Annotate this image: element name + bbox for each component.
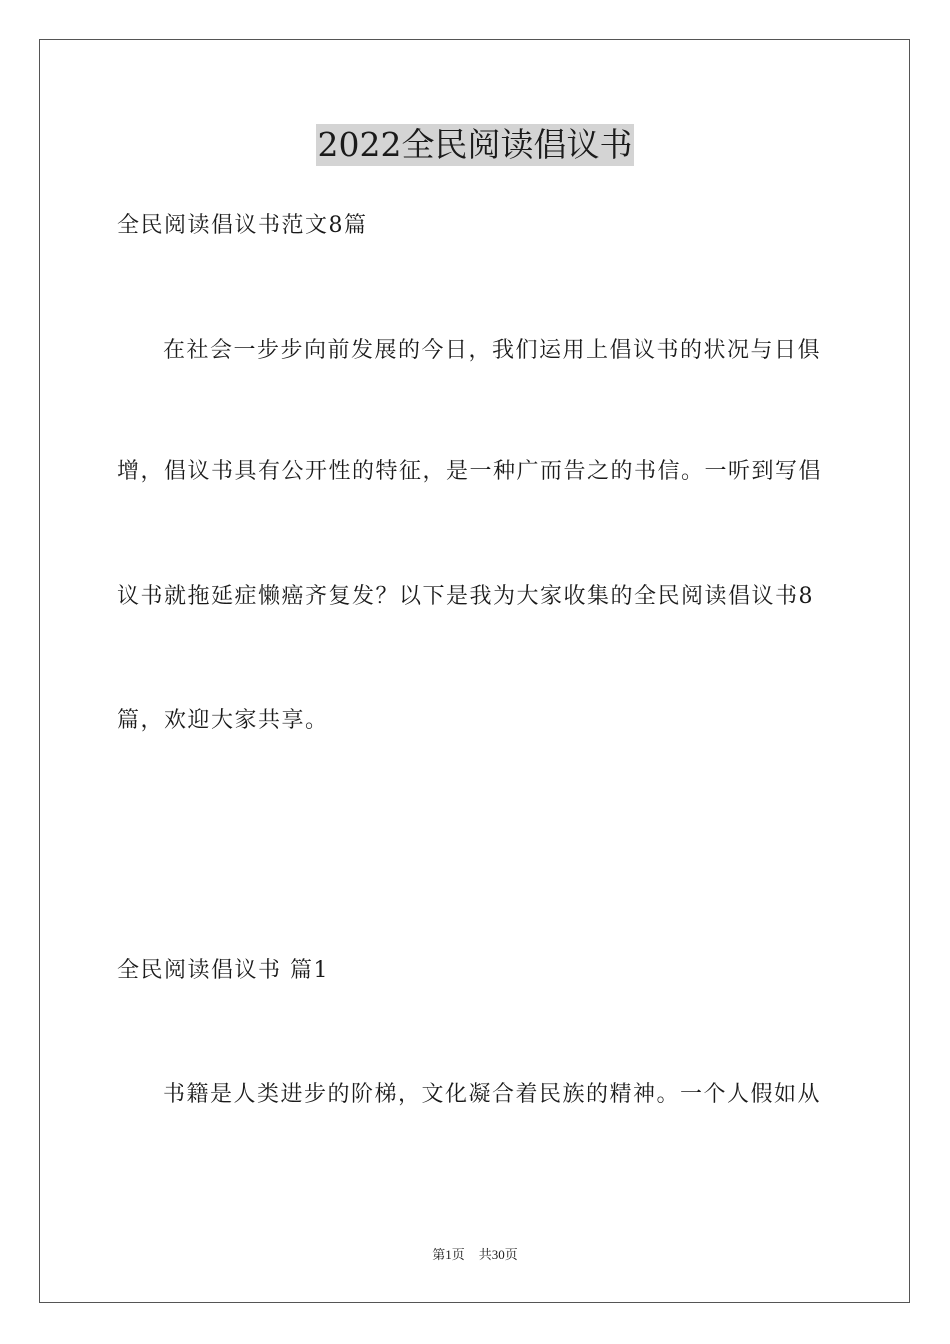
intro-line-4: 篇，欢迎大家共享。 xyxy=(117,708,329,733)
document-title: 2022全民阅读倡议书 xyxy=(317,125,633,164)
page-total: 共30页 xyxy=(478,1247,518,1262)
intro-line-1: 在社会一步步向前发展的今日，我们运用上倡议书的状况与日俱 xyxy=(163,338,822,363)
intro-line-2: 增，倡议书具有公开性的特征，是一种广而告之的书信。一听到写倡 xyxy=(117,459,823,484)
section-line-1: 书籍是人类进步的阶梯，文化凝合着民族的精神。一个人假如从 xyxy=(163,1082,822,1107)
section-heading: 全民阅读倡议书 篇1 xyxy=(117,958,329,983)
title-container xyxy=(0,124,950,166)
document-subtitle: 全民阅读倡议书范文8篇 xyxy=(117,213,368,238)
page-number: 第1页 xyxy=(432,1247,465,1262)
intro-line-3: 议书就拖延症懒癌齐复发？以下是我为大家收集的全民阅读倡议书8 xyxy=(117,584,814,609)
page-footer xyxy=(0,1246,950,1264)
